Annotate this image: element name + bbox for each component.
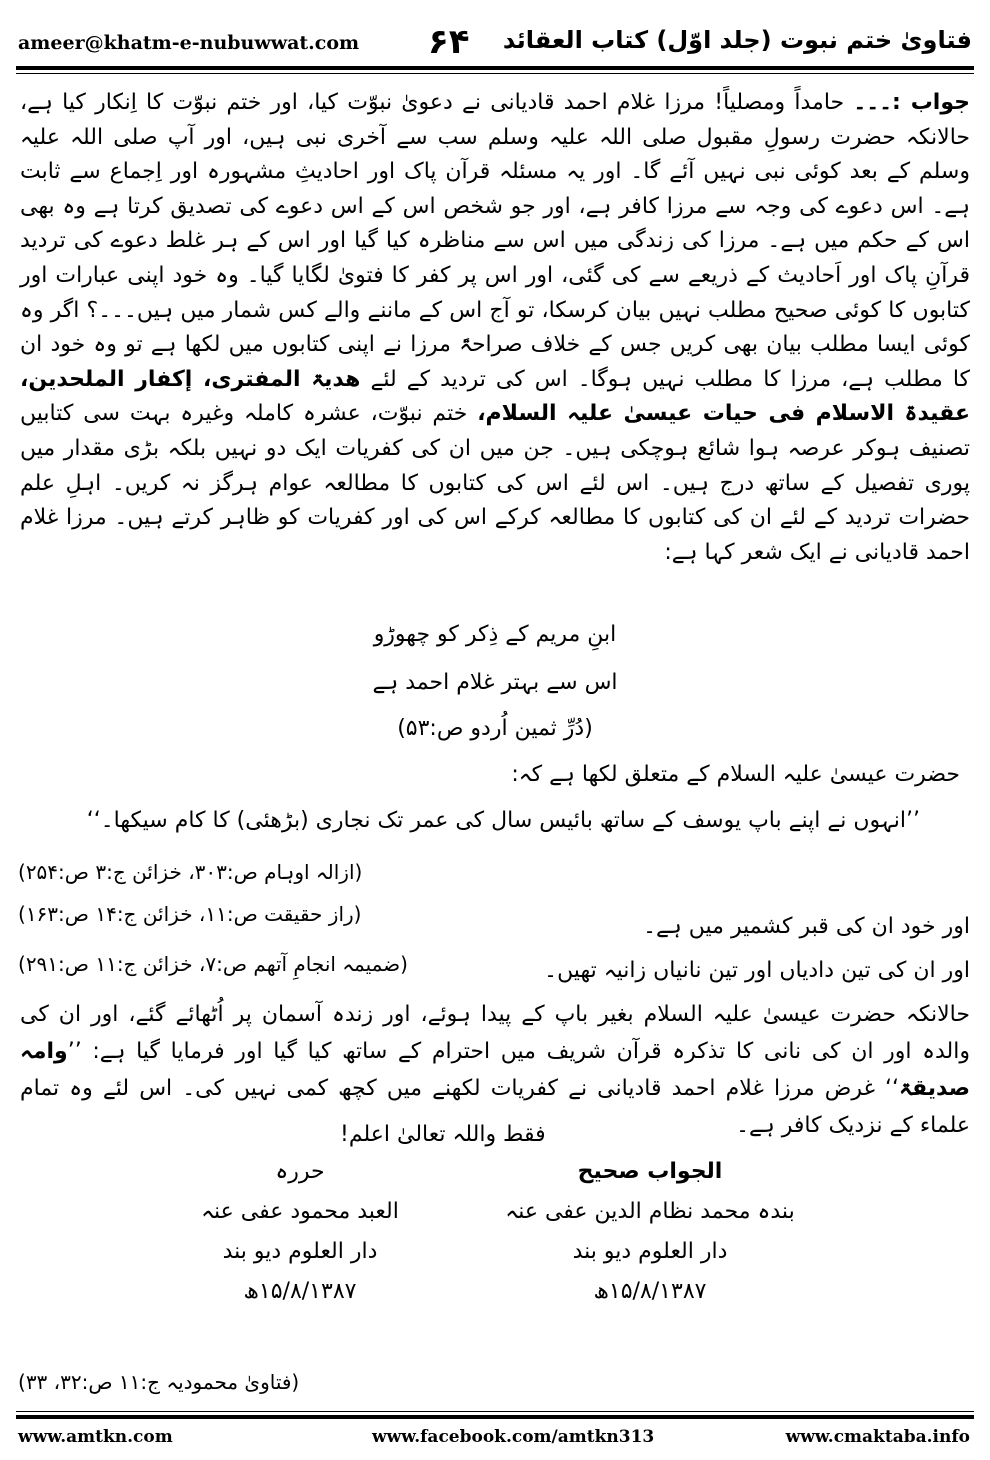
signature-left-institution: دار العلوم دیو بند	[222, 1239, 378, 1264]
footer-rule-thin	[16, 1411, 974, 1412]
sign-off: فقط واللہ تعالیٰ اعلم!	[340, 1122, 546, 1147]
quote-text: ’’انہوں نے اپنے باپ یوسف کے ساتھ بائیس سال کی عمر تک نجاری (بڑھئی) کا کام سیکھا۔‘‘	[86, 808, 920, 833]
signature-left-date: ۱۵/۸/۱۳۸۷ھ	[243, 1279, 357, 1304]
closing-text-a: حالانکہ حضرت عیسیٰ علیہ السلام بغیر باپ کے پیدا ہوئے، اور زندہ آسمان پر اُٹھائے گئے، اور ان کی والدہ اور ان کی نانی کا تذکرہ قرآن شریف میں احترام کے ساتھ کیا گیا اور فرمایا گیا ہے: ’’	[20, 1002, 970, 1064]
footer-link-center[interactable]: www.facebook.com/amtkn313	[372, 1427, 655, 1447]
footer-link-left[interactable]: www.amtkn.com	[18, 1427, 173, 1447]
poem-source: (دُرِّ ثمین اُردو ص:۵۳)	[397, 716, 593, 741]
poem-line-1: ابنِ مریم کے ذِکر کو چھوڑو	[373, 622, 617, 647]
signature-right-institution: دار العلوم دیو بند	[572, 1239, 728, 1264]
header-email: ameer@khatm-e-nubuwwat.com	[18, 32, 360, 54]
claim-ancestry-reference: (ضمیمہ انجامِ آتھم ص:۷، خزائن ج:۱۱ ص:۲۹۱)	[18, 952, 408, 976]
book-title: فتاویٰ ختم نبوت (جلد اوّل) کتاب العقائد	[502, 26, 972, 54]
claim-grave: اور خود ان کی قبر کشمیر میں ہے۔	[643, 914, 970, 939]
claim-grave-reference: (راز حقیقت ص:۱۱، خزائن ج:۱۴ ص:۱۶۳)	[18, 902, 362, 926]
claim-ancestry: اور ان کی تین دادیاں اور تین نانیاں زانیہ تھیں۔	[544, 958, 970, 983]
header-rule-thick	[16, 66, 974, 70]
answer-lead: جواب :۔۔۔	[853, 90, 970, 115]
footer-rule-thick	[16, 1415, 974, 1419]
header-rule-thin	[16, 73, 974, 74]
signature-right-name: بندہ محمد نظام الدین عفی عنہ	[505, 1199, 795, 1224]
closing-text-b: ‘‘ غرض مرزا غلام احمد قادیانی نے کفریات لکھنے میں کچھ کمی نہیں کی۔ اس لئے وہ تمام علماء کے نزدیک کافر ہے۔	[20, 1076, 970, 1138]
signature-block-right	[500, 1152, 800, 1312]
answer-text: حامداً ومصلیاً! مرزا غلام احمد قادیانی نے دعویٰ نبوّت کیا، اور ختم نبوّت کا اِنکار کیا ہے، حالانکہ حضرت رسولِ مقبول صلی اللہ علیہ وسلم سب سے آخری نبی ہیں، اور آپ صلی اللہ علیہ وسلم کے بعد کوئی نبی نہیں آئے گا۔ اور یہ مسئلہ قرآن پاک اور احادیثِ مشہورہ اور اِجماع سے ثابت ہے۔ اس دعوے کی وجہ سے مرزا کافر ہے، اور جو شخص اس کے اس دعوے کی تصدیق کرتا ہے وہ بھی اس کے حکم میں ہے۔ مرزا کی زندگی میں اس سے مناظرہ کیا گیا اور اس کے ہر غلط دعوے کی تردید قرآنِ پاک اور اَحادیث کے ذریعے سے کی گئی، اور اس پر کفر کا فتویٰ لگایا گیا۔ وہ خود اپنی عبارات اور کتابوں کا کوئی صحیح مطلب نہیں بیان کرسکا، تو آج اس کے ماننے والے کس شمار میں ہیں۔۔۔؟ اگر وہ کوئی ایسا مطلب بیان بھی کریں جس کے خلاف صراحۃً مرزا نے اپنی کتابوں میں لکھا ہے تو وہ خود ان کا مطلب ہے، مرزا کا مطلب نہیں ہوگا۔ اس کی تردید کے لئے	[20, 90, 970, 392]
final-reference: (فتاویٰ محمودیہ ج:۱۱ ص:۳۲، ۳۳)	[18, 1370, 300, 1394]
quote-intro: حضرت عیسیٰ علیہ السلام کے متعلق لکھا ہے کہ:	[511, 762, 960, 787]
signature-right-heading: الجواب صحیح	[577, 1159, 723, 1184]
quote-reference: (ازالہ اوہام ص:۳۰۳، خزائن ج:۳ ص:۲۵۴)	[18, 860, 363, 884]
signature-block-left	[150, 1152, 450, 1312]
footer-link-right[interactable]: www.cmaktaba.info	[785, 1427, 970, 1447]
answer-text-continued: ختم نبوّت، عشرہ کاملہ وغیرہ بہت سی کتابیں تصنیف ہوکر عرصہ ہوا شائع ہوچکی ہیں۔ جن میں ان کی کفریات ایک دو نہیں بلکہ بڑی مقدار میں پوری تفصیل کے ساتھ درج ہیں۔ اس لئے اس کی کتابوں کا مطالعہ عوام ہرگز نہ کریں۔ اہلِ علم حضرات تردید کے لئے ان کی کتابوں کا مطالعہ کرکے اس کی اور کفریات کو ظاہر کرتے ہیں۔ مرزا غلام احمد قادیانی نے ایک شعر کہا ہے:	[20, 401, 970, 565]
signature-left-heading: حررہ	[275, 1159, 325, 1184]
book-titles: ھدیۃ المفتری، إکفار الملحدین، عقیدۃ الاسلام فی حیات عیسیٰ علیہ السلام،	[20, 366, 971, 427]
answer-paragraph	[20, 86, 970, 570]
poem-line-2: اس سے بہتر غلام احمد ہے	[372, 670, 618, 695]
signature-left-name: العبد محمود عفی عنہ	[201, 1199, 399, 1224]
closing-arabic: وامہ صدیقۃ	[20, 1039, 970, 1101]
signature-right-date: ۱۵/۸/۱۳۸۷ھ	[593, 1279, 707, 1304]
page-number: ۶۴	[428, 22, 470, 62]
